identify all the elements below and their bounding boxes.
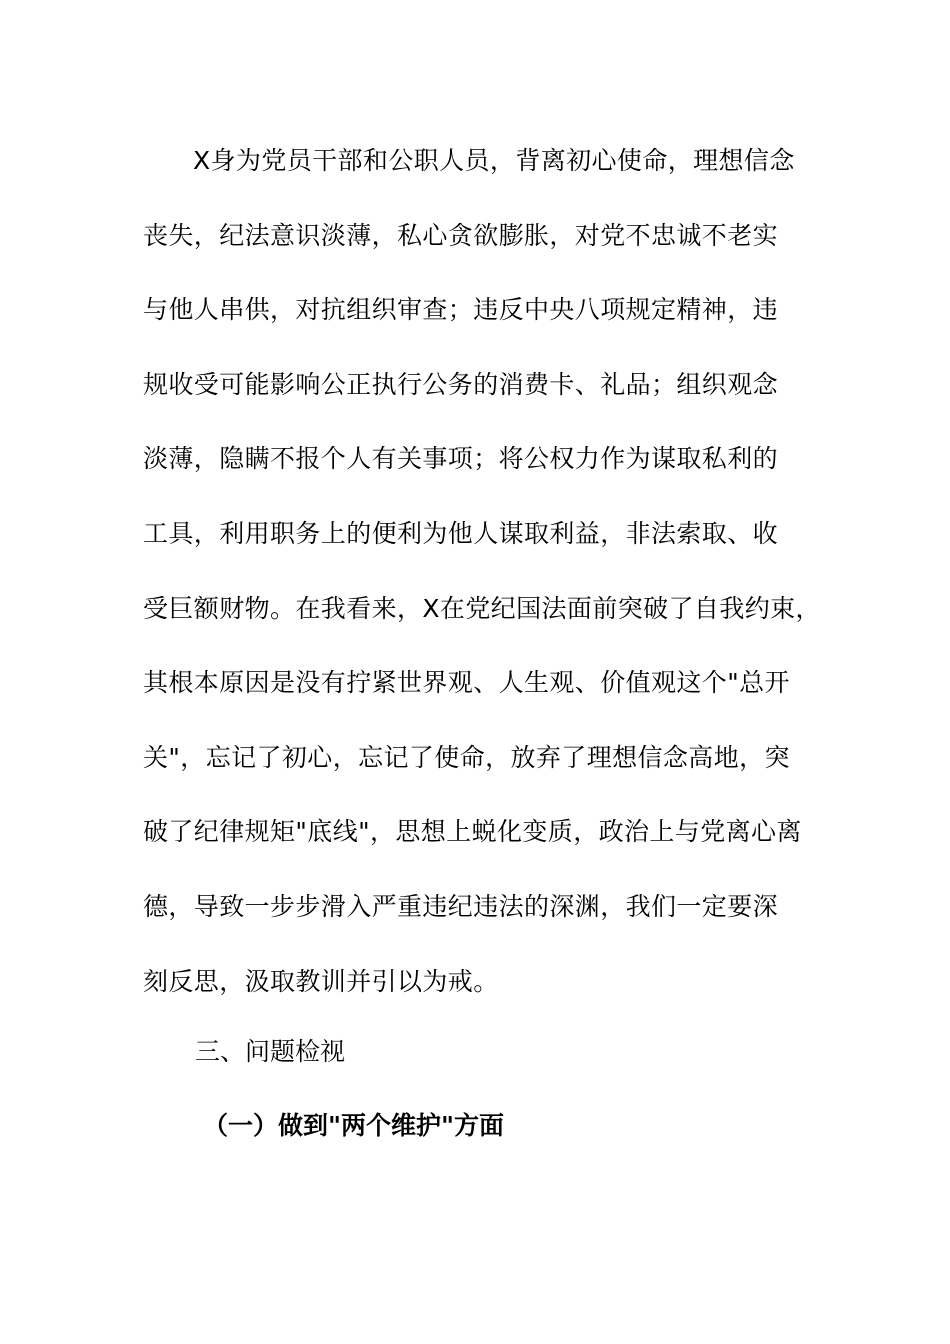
paragraph-line: 破了纪律规矩"底线"，思想上蜕化变质，政治上与党离心离: [143, 817, 802, 847]
subsection-heading: （一）做到"两个维护"方面: [203, 1111, 505, 1140]
paragraph-line: 其根本原因是没有拧紧世界观、人生观、价值观这个"总开: [143, 668, 790, 698]
section-heading: 三、问题检视: [195, 1037, 346, 1066]
paragraph-line: 受巨额财物。在我看来，X在党纪国法面前突破了自我约束，: [143, 593, 821, 623]
body-paragraph: [143, 124, 821, 1019]
paragraph-line: 丧失，纪法意识淡薄，私心贪欲膨胀，对党不忠诚不老实: [143, 220, 779, 250]
paragraph-line: 刻反思，汲取教训并引以为戒。: [143, 966, 499, 996]
paragraph-line: 与他人串供，对抗组织审查；违反中央八项规定精神，违: [143, 295, 779, 325]
paragraph-line: 规收受可能影响公正执行公务的消费卡、礼品；组织观念: [143, 369, 779, 399]
paragraph-line: 关"，忘记了初心，忘记了使命，放弃了理想信念高地，突: [143, 742, 790, 772]
paragraph-line: 德，导致一步步滑入严重违纪违法的深渊，我们一定要深: [143, 891, 779, 921]
paragraph-line: X身为党员干部和公职人员，背离初心使命，理想信念: [193, 146, 795, 175]
paragraph-line: 淡薄，隐瞒不报个人有关事项；将公权力作为谋取私利的: [143, 444, 779, 474]
paragraph-line: 工具，利用职务上的便利为他人谋取利益，非法索取、收: [143, 518, 779, 548]
